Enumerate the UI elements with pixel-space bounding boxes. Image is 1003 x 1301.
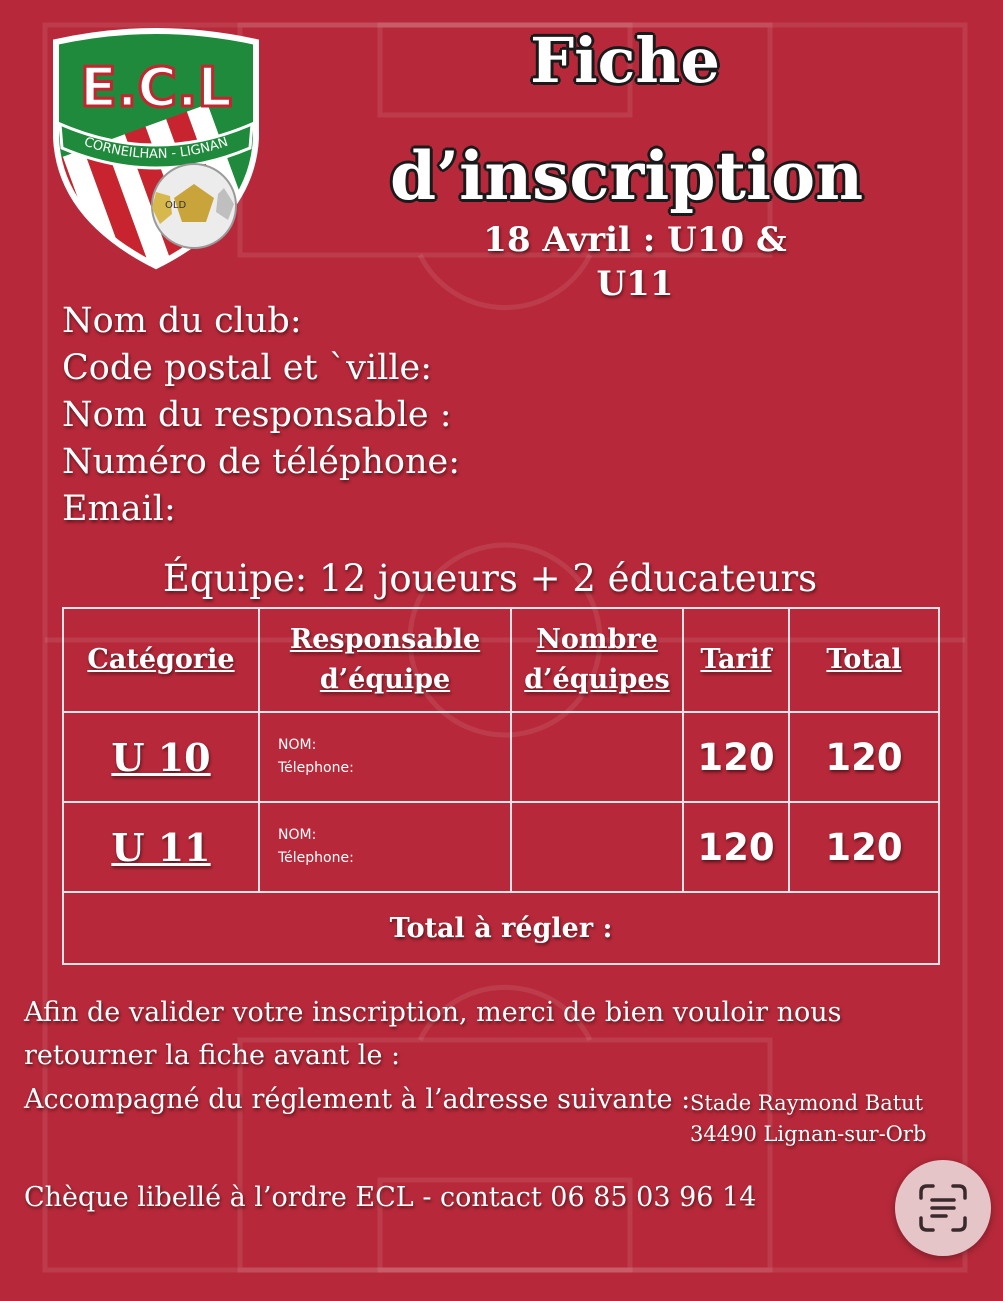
grand-total-row [63,892,939,964]
event-subtitle: 18 Avril : U10 & U11 [483,220,787,304]
row-team-count[interactable] [511,712,683,802]
postal-city-label: Code postal et `ville: [62,348,433,388]
team-composition: Équipe: 12 joueurs + 2 éducateurs [162,557,818,600]
address-line1: Stade Raymond Batut [690,1091,924,1115]
page-title-line1: Fiche [530,24,720,97]
row-manager-fields[interactable]: NOM: Télephone: [259,802,511,892]
text-scan-button[interactable] [895,1160,991,1256]
logo-banner: CORNEILHAN - LIGNAN [82,134,230,163]
email-label: Email: [62,489,176,529]
header-tarif: Tarif [683,608,789,712]
header-category: Catégorie [63,608,259,712]
row-manager-fields[interactable]: NOM: Télephone: [259,712,511,802]
address-line2: 34490 Lignan-sur-Orb [690,1122,927,1146]
row-category: U 10 [63,712,259,802]
form-fields [62,298,460,533]
logo-letters: E.C.L [80,56,232,119]
table-row [63,712,939,802]
row-total: 120 [789,712,939,802]
club-logo [44,28,268,272]
table-header-row [63,608,939,712]
header-total: Total [789,608,939,712]
table-row [63,802,939,892]
footer-line1: Afin de valider votre inscription, merci de bien vouloir nous [24,997,842,1028]
footer-line3: Accompagné du réglement à l’adresse suivante : [24,1084,691,1115]
footer-line2: retourner la fiche avant le : [24,1040,401,1071]
manager-name-label: Nom du responsable : [62,395,452,435]
grand-total-label: Total à régler : [63,892,939,964]
row-category: U 11 [63,802,259,892]
page-title-line2: d’inscription [390,137,864,215]
header-team-manager: Responsable d’équipe [259,608,511,712]
svg-text:OLD: OLD [165,200,187,211]
row-total: 120 [789,802,939,892]
row-tarif: 120 [683,712,789,802]
registration-table [62,607,940,965]
row-tarif: 120 [683,802,789,892]
phone-label: Numéro de téléphone: [62,442,460,482]
club-name-label: Nom du club: [62,301,302,341]
cheque-contact: Chèque libellé à l’ordre ECL - contact 06 85 03 96 14 [24,1182,757,1213]
text-scan-icon [917,1182,969,1234]
header-team-count: Nombre d’équipes [511,608,683,712]
soccer-ball-icon [152,164,236,248]
row-team-count[interactable] [511,802,683,892]
